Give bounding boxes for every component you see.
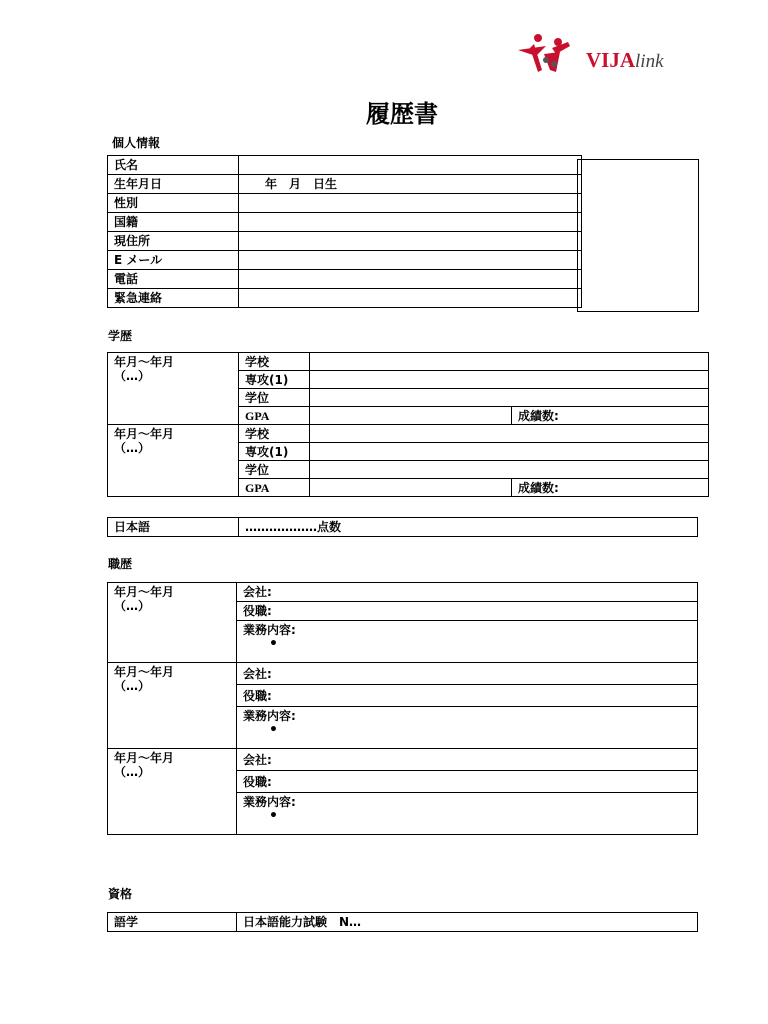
period-suffix: （…） (114, 679, 151, 693)
photo-box[interactable] (577, 159, 699, 312)
gpa-label: GPA (239, 407, 310, 425)
major-field[interactable] (310, 443, 709, 461)
major-label: 専攻(1) (239, 443, 310, 461)
work-period-3 (108, 749, 237, 835)
address-field[interactable] (239, 232, 582, 251)
education-row (108, 425, 709, 443)
personal-row (108, 251, 582, 270)
duties-label: 業務内容: (243, 623, 296, 637)
degree-label: 学位 (239, 389, 310, 407)
gender-field[interactable] (239, 194, 582, 213)
language-field[interactable]: 日本語能力試験 N… (237, 913, 698, 932)
education-heading: 学歴 (108, 329, 133, 343)
skills-row (108, 913, 698, 932)
work-heading: 職歴 (108, 557, 133, 571)
company-field[interactable]: 会社: (237, 663, 698, 685)
duties-bullet: • (269, 808, 278, 824)
education-period-2 (108, 425, 239, 497)
emergency-label: 緊急連絡 (108, 289, 239, 308)
personal-row (108, 156, 582, 175)
grade-label: 成績数: (512, 407, 709, 425)
company-field[interactable]: 会社: (237, 749, 698, 771)
personal-row (108, 289, 582, 308)
personal-row (108, 232, 582, 251)
period-text: 年月～年月 (114, 585, 175, 599)
work-period-1 (108, 583, 237, 663)
education-row (108, 353, 709, 371)
major-label: 専攻(1) (239, 371, 310, 389)
period-text: 年月～年月 (114, 665, 175, 679)
personal-row (108, 194, 582, 213)
position-field[interactable]: 役職: (237, 602, 698, 621)
duties-label: 業務内容: (243, 795, 296, 809)
company-field[interactable]: 会社: (237, 583, 698, 602)
name-field[interactable] (239, 156, 582, 175)
duties-field[interactable] (237, 707, 698, 749)
work-table (107, 582, 698, 835)
personal-row (108, 213, 582, 232)
school-label: 学校 (239, 425, 310, 443)
grade-label: 成績数: (512, 479, 709, 497)
personal-row (108, 270, 582, 289)
major-field[interactable] (310, 371, 709, 389)
position-field[interactable]: 役職: (237, 771, 698, 793)
period-suffix: （…） (114, 765, 151, 779)
nationality-label: 国籍 (108, 213, 239, 232)
birthdate-label: 生年月日 (108, 175, 239, 194)
logo-wordmark (586, 48, 664, 73)
language-score-row (108, 518, 698, 537)
degree-label: 学位 (239, 461, 310, 479)
work-row (108, 583, 698, 602)
logo-brand-sub: link (635, 51, 664, 72)
period-suffix: （…） (114, 369, 151, 383)
logo-mark-icon (516, 30, 586, 80)
phone-label: 電話 (108, 270, 239, 289)
period-suffix: （…） (114, 599, 151, 613)
page-title: 履歴書 (366, 100, 438, 128)
period-text: 年月～年月 (114, 427, 175, 441)
school-label: 学校 (239, 353, 310, 371)
personal-row (108, 175, 582, 194)
education-table (107, 352, 709, 497)
personal-heading: 個人情報 (112, 136, 161, 150)
birthdate-field[interactable]: 年 月 日生 (239, 175, 582, 194)
education-period-1 (108, 353, 239, 425)
language-score-table (107, 517, 698, 537)
emergency-field[interactable] (239, 289, 582, 308)
position-field[interactable]: 役職: (237, 685, 698, 707)
gpa-field[interactable] (310, 479, 512, 497)
period-text: 年月～年月 (114, 355, 175, 369)
duties-bullet: • (269, 636, 278, 652)
duties-label: 業務内容: (243, 709, 296, 723)
degree-field[interactable] (310, 461, 709, 479)
language-label: 語学 (108, 913, 237, 932)
work-period-2 (108, 663, 237, 749)
work-row (108, 663, 698, 685)
logo-brand-main: VIJA (586, 48, 636, 72)
duties-field[interactable] (237, 793, 698, 835)
nationality-field[interactable] (239, 213, 582, 232)
gender-label: 性別 (108, 194, 239, 213)
work-row (108, 749, 698, 771)
japanese-score-field[interactable]: ………………点数 (239, 518, 698, 537)
duties-field[interactable] (237, 621, 698, 663)
duties-bullet: • (269, 722, 278, 738)
email-field[interactable] (239, 251, 582, 270)
period-text: 年月～年月 (114, 751, 175, 765)
school-field[interactable] (310, 425, 709, 443)
skills-heading: 資格 (108, 887, 133, 901)
school-field[interactable] (310, 353, 709, 371)
address-label: 現住所 (108, 232, 239, 251)
japanese-label: 日本語 (108, 518, 239, 537)
gpa-label: GPA (239, 479, 310, 497)
gpa-field[interactable] (310, 407, 512, 425)
degree-field[interactable] (310, 389, 709, 407)
name-label: 氏名 (108, 156, 239, 175)
personal-table (107, 155, 582, 308)
email-label: E メール (108, 251, 239, 270)
phone-field[interactable] (239, 270, 582, 289)
period-suffix: （…） (114, 441, 151, 455)
skills-table (107, 912, 698, 932)
